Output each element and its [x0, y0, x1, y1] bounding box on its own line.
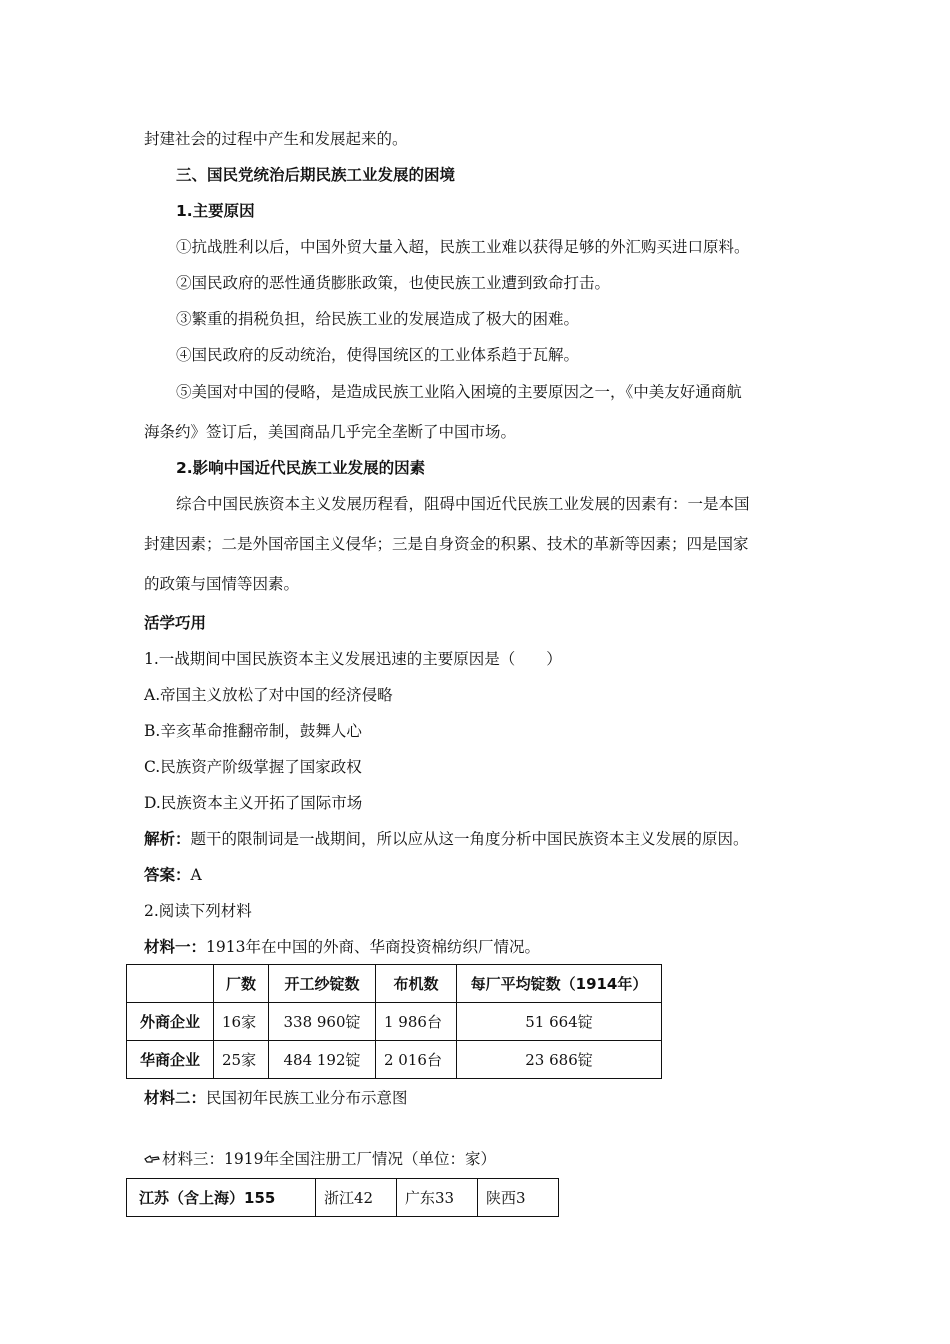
table-header-row	[127, 965, 662, 1003]
answer-label: 答案：	[144, 866, 191, 884]
material-1-text: 1913年在中国的外商、华商投资棉纺织厂情况。	[206, 938, 540, 956]
analysis-label: 解析：	[144, 830, 191, 848]
table-cell: 51 664锭	[457, 1003, 662, 1041]
table-cell: 16家	[214, 1003, 269, 1041]
table-header-cell: 厂数	[214, 965, 269, 1003]
material-1-label: 材料一：	[144, 938, 207, 956]
reason-1: ①抗战胜利以后，中国外贸大量入超，民族工业难以获得足够的外汇购买进口原料。	[176, 238, 750, 256]
practice-title: 活学巧用	[144, 614, 207, 632]
table-header-cell: 开工纱锭数	[269, 965, 376, 1003]
hand-pointer-icon	[144, 1150, 162, 1168]
table-cell: 2 016台	[376, 1041, 457, 1079]
table-row	[127, 1041, 662, 1079]
material-3-table	[126, 1178, 559, 1217]
option-c: C.民族资产阶级掌握了国家政权	[144, 758, 362, 776]
material-2-label: 材料二：	[144, 1089, 207, 1107]
table-cell: 1 986台	[376, 1003, 457, 1041]
option-d: D.民族资本主义开拓了国际市场	[144, 794, 363, 812]
reason-5-cont: 海条约》签订后，美国商品几乎完全垄断了中国市场。	[144, 423, 517, 441]
table-cell: 338 960锭	[269, 1003, 376, 1041]
table-cell: 陕西3	[478, 1179, 559, 1217]
subsection-heading: 1.主要原因	[176, 202, 255, 220]
reason-3: ③繁重的捐税负担，给民族工业的发展造成了极大的困难。	[176, 310, 580, 328]
table-cell: 浙江42	[316, 1179, 397, 1217]
table-row-label: 外商企业	[127, 1003, 214, 1041]
option-b: B.辛亥革命推翻帝制，鼓舞人心	[144, 722, 362, 740]
material-1-table	[126, 964, 662, 1079]
table-cell: 江苏（含上海）155	[127, 1179, 316, 1217]
reason-4: ④国民政府的反动统治，使得国统区的工业体系趋于瓦解。	[176, 346, 580, 364]
table-row	[127, 1003, 662, 1041]
material-2-caption	[144, 1086, 408, 1108]
table-row	[127, 1179, 559, 1217]
table-header-cell: 每厂平均锭数（1914年）	[457, 965, 662, 1003]
reason-5: ⑤美国对中国的侵略，是造成民族工业陷入困境的主要原因之一，《中美友好通商航	[176, 383, 742, 401]
section-heading: 三、国民党统治后期民族工业发展的困境	[176, 166, 456, 184]
analysis-text: 题干的限制词是一战期间，所以应从这一角度分析中国民族资本主义发展的原因。	[190, 830, 749, 848]
table-cell: 广东33	[397, 1179, 478, 1217]
table-cell: 25家	[214, 1041, 269, 1079]
table-cell: 23 686锭	[457, 1041, 662, 1079]
option-a: A.帝国主义放松了对中国的经济侵略	[144, 686, 393, 704]
analysis	[144, 827, 749, 849]
answer	[144, 863, 202, 885]
material-2-text: 民国初年民族工业分布示意图	[206, 1089, 408, 1107]
table-header-cell	[127, 965, 214, 1003]
table-cell: 484 192锭	[269, 1041, 376, 1079]
question-1: 1.一战期间中国民族资本主义发展迅速的主要原因是（ ）	[144, 650, 562, 668]
material-3-caption	[144, 1147, 496, 1169]
table-header-cell: 布机数	[376, 965, 457, 1003]
factors-paragraph: 综合中国民族资本主义发展历程看，阻碍中国近代民族工业发展的因素有：一是本国	[176, 495, 750, 513]
paragraph: 封建社会的过程中产生和发展起来的。	[144, 130, 408, 148]
subsection-heading: 2.影响中国近代民族工业发展的因素	[176, 459, 426, 477]
question-2: 2.阅读下列材料	[144, 902, 252, 920]
material-3-text: 材料三：1919年全国注册工厂情况（单位：家）	[162, 1150, 496, 1168]
answer-text: A	[190, 866, 202, 884]
reason-2: ②国民政府的恶性通货膨胀政策，也使民族工业遭到致命打击。	[176, 274, 611, 292]
factors-paragraph-cont: 的政策与国情等因素。	[144, 575, 300, 593]
material-1-caption	[144, 935, 540, 957]
factors-paragraph-cont: 封建因素；二是外国帝国主义侵华；三是自身资金的积累、技术的革新等因素；四是国家	[144, 535, 749, 553]
table-row-label: 华商企业	[127, 1041, 214, 1079]
